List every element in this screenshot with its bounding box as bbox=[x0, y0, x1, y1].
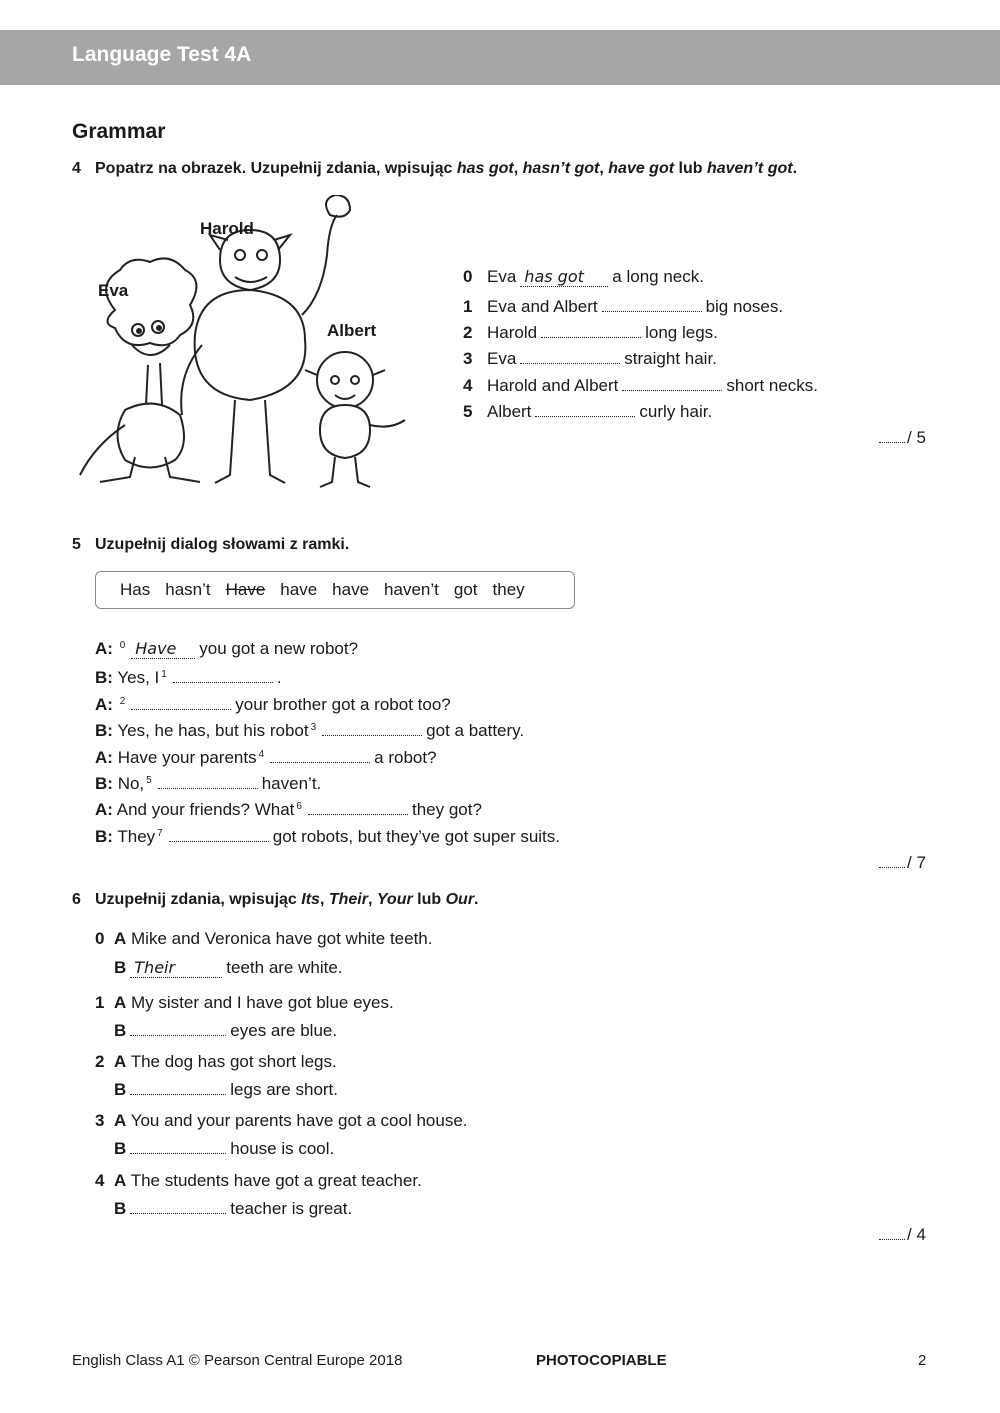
answer-blank[interactable] bbox=[308, 798, 408, 815]
dialog-line: A: $^2$ your brother got a robot too? bbox=[95, 695, 451, 714]
ex6-item-b: B legs are short. bbox=[114, 1080, 339, 1099]
answer-blank[interactable] bbox=[622, 374, 722, 391]
ex4-item: 4 Harold and Albert short necks. bbox=[463, 376, 819, 395]
label-albert: Albert bbox=[327, 321, 377, 340]
word: have bbox=[280, 580, 318, 599]
ex4-item: 1 Eva and Albert big noses. bbox=[463, 297, 784, 316]
ex4-item: 3 Eva straight hair. bbox=[463, 349, 717, 368]
ex6-item-b: B house is cool. bbox=[114, 1139, 335, 1158]
ex6-instruction: 6 Uzupełnij zdania, wpisując Its, Their, Your lub Our. bbox=[72, 891, 479, 908]
answer-example: Their bbox=[130, 958, 222, 978]
word: haven’t bbox=[384, 580, 439, 599]
ex6-item-a: 1 A My sister and I have got blue eyes. bbox=[95, 993, 394, 1012]
footer-copyright: English Class A1 © Pearson Central Europe 2018 bbox=[72, 1352, 403, 1369]
answer-example: Have bbox=[131, 639, 195, 659]
word-used: Have bbox=[225, 580, 266, 599]
answer-example: has got bbox=[520, 267, 608, 287]
ex4-item: 2 Harold long legs. bbox=[463, 323, 718, 342]
word: they bbox=[492, 580, 525, 599]
word: hasn’t bbox=[165, 580, 211, 599]
answer-blank[interactable] bbox=[520, 347, 620, 364]
page-title: Language Test 4A bbox=[72, 43, 252, 66]
ex6-score: / 4 bbox=[875, 1223, 926, 1245]
ex4-score: / 5 bbox=[875, 426, 926, 448]
dialog-line: B: No, $^5$ haven’t. bbox=[95, 774, 322, 793]
monsters-illustration bbox=[70, 195, 430, 495]
ex6-item-b: B Their teeth are white. bbox=[114, 958, 343, 977]
footer-photocopiable: PHOTOCOPIABLE bbox=[536, 1352, 667, 1369]
ex6-item-a: 3 A You and your parents have got a cool house. bbox=[95, 1111, 468, 1130]
dialog-line: B: They $^7$ got robots, but they’ve got super suits. bbox=[95, 827, 561, 846]
word: have bbox=[332, 580, 370, 599]
ex4-item: 0 Eva has got a long neck. bbox=[463, 267, 704, 286]
score-blank[interactable] bbox=[879, 426, 905, 443]
answer-blank[interactable] bbox=[270, 746, 370, 763]
answer-blank[interactable] bbox=[158, 772, 258, 789]
dialog-line: B: Yes, he has, but his robot $^3$ got a battery. bbox=[95, 721, 525, 740]
word: Has bbox=[120, 580, 151, 599]
label-eva: Eva bbox=[98, 281, 129, 300]
ex4-instruction: 4 Popatrz na obrazek. Uzupełnij zdania, wpisując has got, hasn’t got, have got lub haven’t got. bbox=[72, 160, 798, 177]
ex6-item-a: 2 A The dog has got short legs. bbox=[95, 1052, 337, 1071]
label-harold: Harold bbox=[200, 219, 254, 238]
answer-blank[interactable] bbox=[130, 1197, 226, 1214]
dialog-line: A: $^0$ Have you got a new robot? bbox=[95, 639, 359, 658]
ex6-item-b: B teacher is great. bbox=[114, 1199, 353, 1218]
ex6-item-a: 0 A Mike and Veronica have got white teeth. bbox=[95, 929, 433, 948]
answer-blank[interactable] bbox=[535, 400, 635, 417]
dialog-line: A: Have your parents $^4$ a robot? bbox=[95, 748, 437, 767]
word: got bbox=[453, 580, 478, 599]
albert-figure bbox=[305, 352, 405, 487]
answer-blank[interactable] bbox=[541, 321, 641, 338]
answer-blank[interactable] bbox=[602, 295, 702, 312]
answer-blank[interactable] bbox=[322, 719, 422, 736]
ex5-score: / 7 bbox=[875, 851, 926, 873]
word-box bbox=[95, 571, 575, 609]
answer-blank[interactable] bbox=[130, 1137, 226, 1154]
dialog-line: A: And your friends? What $^6$ they got? bbox=[95, 800, 482, 819]
score-blank[interactable] bbox=[879, 851, 905, 868]
monsters-drawing bbox=[70, 195, 430, 495]
dialog-line: B: Yes, I $^1$ . bbox=[95, 668, 282, 687]
page-number: 2 bbox=[918, 1352, 927, 1369]
ex5-instruction: 5 Uzupełnij dialog słowami z ramki. bbox=[72, 536, 350, 553]
answer-blank[interactable] bbox=[130, 1078, 226, 1095]
answer-blank[interactable] bbox=[169, 825, 269, 842]
ex4-item: 5 Albert curly hair. bbox=[463, 402, 713, 421]
answer-blank[interactable] bbox=[131, 693, 231, 710]
answer-blank[interactable] bbox=[173, 666, 273, 683]
section-heading: Grammar bbox=[72, 120, 166, 143]
ex6-item-b: B eyes are blue. bbox=[114, 1021, 338, 1040]
answer-blank[interactable] bbox=[130, 1019, 226, 1036]
score-blank[interactable] bbox=[879, 1223, 905, 1240]
ex6-item-a: 4 A The students have got a great teacher. bbox=[95, 1171, 422, 1190]
